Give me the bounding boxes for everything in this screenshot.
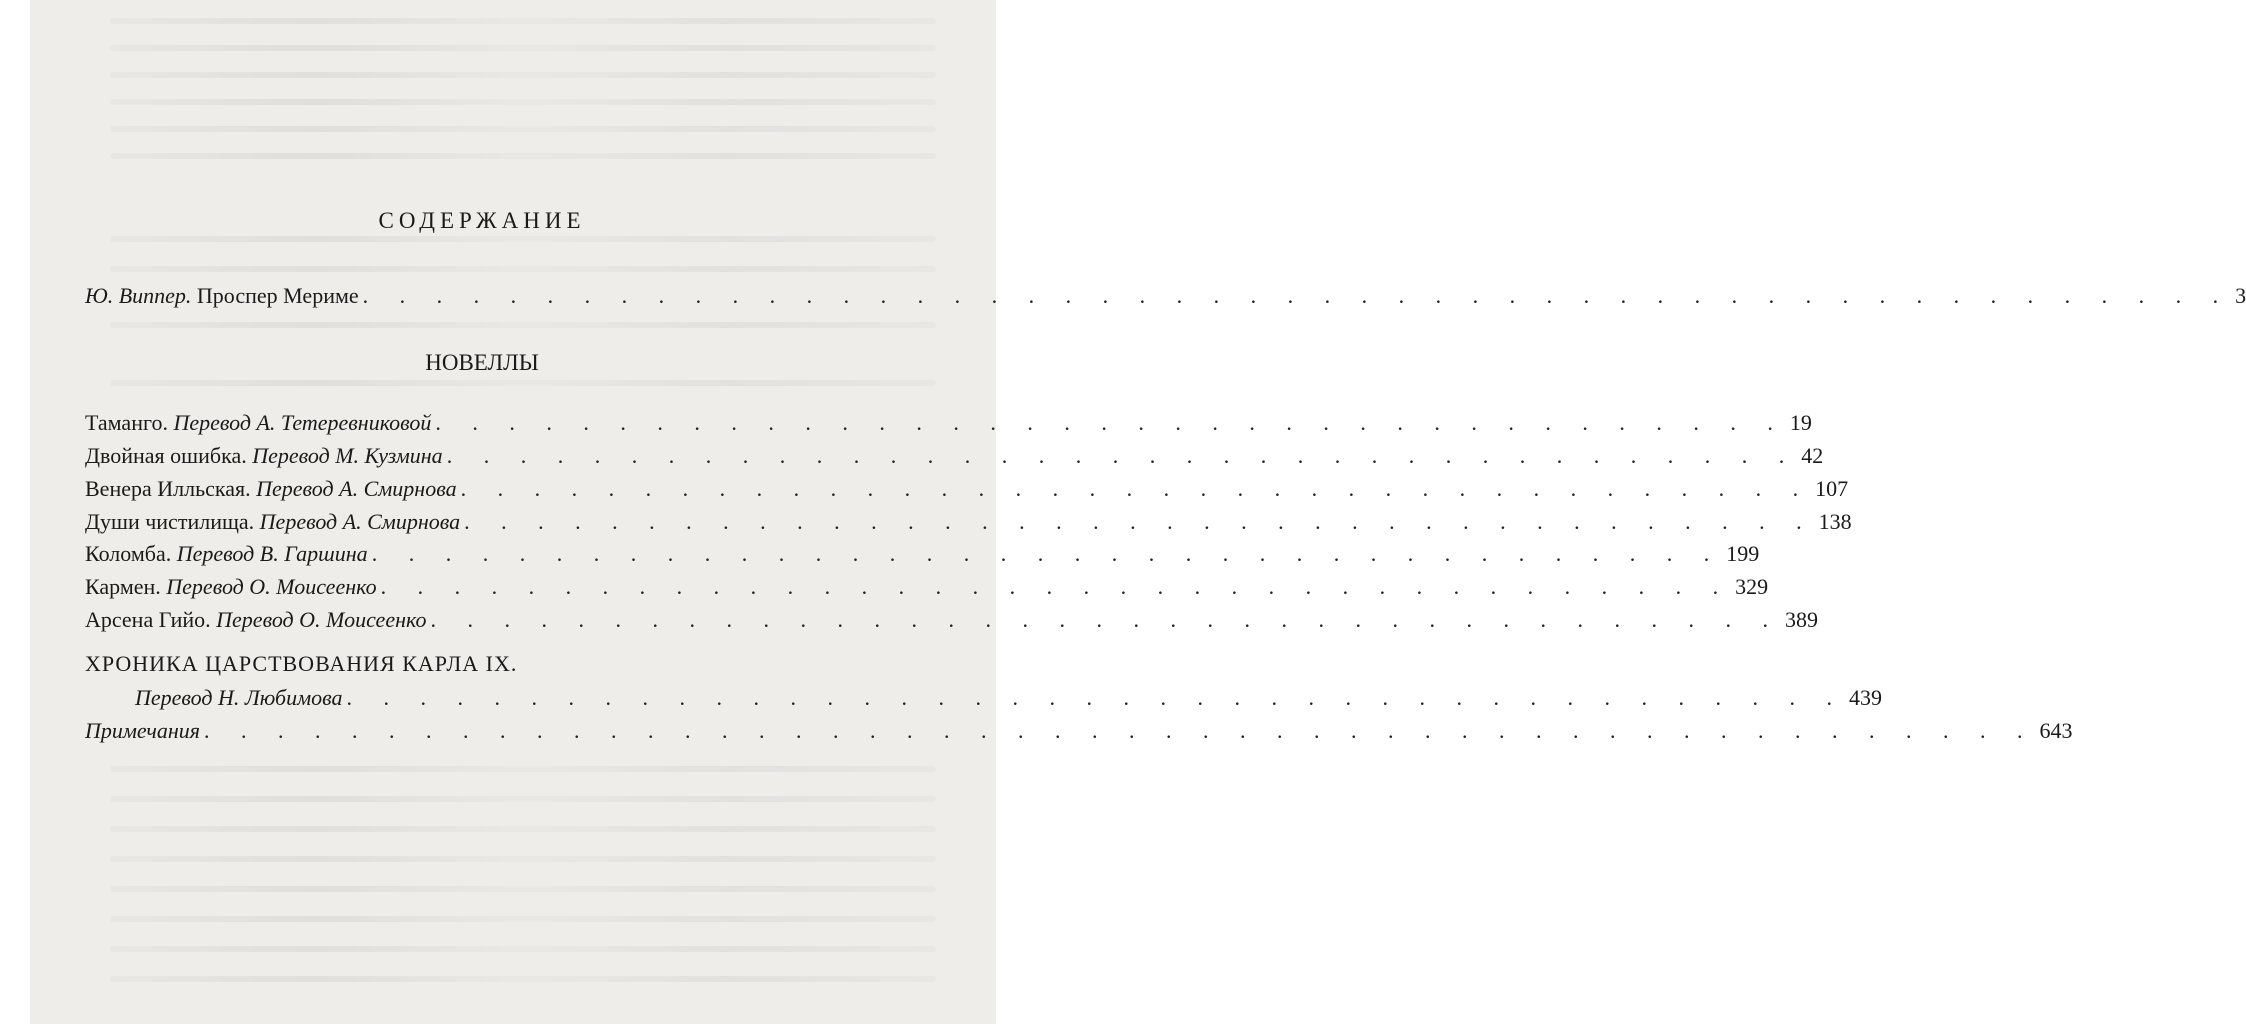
toc-entry (85, 443, 1824, 469)
bleed-through-line (110, 946, 936, 952)
bleed-through-line (110, 322, 936, 328)
bleed-through-line (110, 126, 936, 132)
work-title: Арсена Гийо. (85, 607, 211, 632)
bleed-through-line (110, 99, 936, 105)
bleed-through-line (110, 266, 936, 272)
page-number: 389 (1784, 607, 1818, 632)
bleed-through-line (110, 976, 936, 982)
work-title: Кармен. (85, 574, 161, 599)
notes-label: Примечания (85, 718, 201, 743)
bleed-through-line (110, 72, 936, 78)
chronicle-title: ХРОНИКА ЦАРСТВОВАНИЯ КАРЛА IX. (85, 651, 518, 676)
translator: Перевод О. Моисеенко (216, 607, 427, 632)
translator: Перевод А. Тетеревниковой (173, 410, 432, 435)
bleed-through-line (110, 916, 936, 922)
leader-dots: . . . . . . . . . . . . . . . . . . . . . . . . . . . . . . . . . . . . . (464, 509, 1815, 534)
bleed-through-line (110, 18, 936, 24)
page-number: 199 (1726, 541, 1760, 566)
work-title: Души чистилища. (85, 509, 255, 534)
page-number: 107 (1815, 476, 1849, 501)
leader-dots: . . . . . . . . . . . . . . . . . . . . . . . . . . . . . . . . . . . . . (435, 410, 1786, 435)
leader-dots: . . . . . . . . . . . . . . . . . . . . . . . . . . . . . . . . . . . . . . . . . . . . . . . . . . (204, 718, 2036, 743)
bleed-through-line (110, 886, 936, 892)
bleed-through-line (110, 153, 936, 159)
toc-entry (85, 410, 1812, 436)
section-title: НОВЕЛЛЫ (425, 350, 539, 375)
leader-dots: . . . . . . . . . . . . . . . . . . . . . . . . . . . . . . . . . . . . . (460, 476, 1812, 501)
page-number: 329 (1735, 574, 1769, 599)
page-number: 643 (2039, 718, 2073, 743)
intro-work: Проспер Мериме (196, 283, 359, 308)
translator: Перевод В. Гаршина (176, 541, 368, 566)
toc-entry (85, 574, 1769, 600)
toc-entry (85, 476, 1849, 502)
leader-dots: . . . . . . . . . . . . . . . . . . . . . . . . . . . . . . . . . . . . . . . . . (346, 685, 1846, 710)
toc-entry-intro (85, 283, 2246, 309)
page-number: 19 (1789, 410, 1812, 435)
bleed-through-line (110, 45, 936, 51)
bleed-through-line (110, 826, 936, 832)
work-title: Венера Илльская. (85, 476, 251, 501)
bleed-through-line (110, 766, 936, 772)
page-number: 3 (2235, 283, 2246, 308)
leader-dots: . . . . . . . . . . . . . . . . . . . . . . . . . . . . . . . . . . . . . . . . . . . . . . . . . . . (362, 283, 2232, 308)
leader-dots: . . . . . . . . . . . . . . . . . . . . . . . . . . . . . . . . . . . . . (430, 607, 1781, 632)
intro-author: Ю. Виппер. (85, 283, 192, 308)
toc-entry (85, 509, 1852, 535)
translator: Перевод Н. Любимова (135, 685, 343, 710)
toc-entry (85, 541, 1760, 567)
leader-dots: . . . . . . . . . . . . . . . . . . . . . . . . . . . . . . . . . . . . . (380, 574, 1732, 599)
bleed-through-line (110, 380, 936, 386)
work-title: Таманго. (85, 410, 168, 435)
page-number: 42 (1801, 443, 1824, 468)
leader-dots: . . . . . . . . . . . . . . . . . . . . . . . . . . . . . . . . . . . . . (446, 443, 1798, 468)
bleed-through-line (110, 856, 936, 862)
translator: Перевод А. Смирнова (259, 509, 461, 534)
toc-entry-notes (85, 718, 2073, 744)
work-title: Коломба. (85, 541, 172, 566)
page-number: 138 (1818, 509, 1852, 534)
page-title: СОДЕРЖАНИЕ (378, 208, 586, 233)
translator: Перевод М. Кузмина (252, 443, 443, 468)
translator: Перевод О. Моисеенко (166, 574, 377, 599)
leader-dots: . . . . . . . . . . . . . . . . . . . . . . . . . . . . . . . . . . . . . (371, 541, 1723, 566)
bleed-through-line (110, 236, 936, 242)
toc-entry-chronicle (85, 685, 1883, 711)
work-title: Двойная ошибка. (85, 443, 247, 468)
page-number: 439 (1849, 685, 1883, 710)
translator: Перевод А. Смирнова (256, 476, 457, 501)
toc-entry (85, 607, 1818, 633)
bleed-through-line (110, 796, 936, 802)
